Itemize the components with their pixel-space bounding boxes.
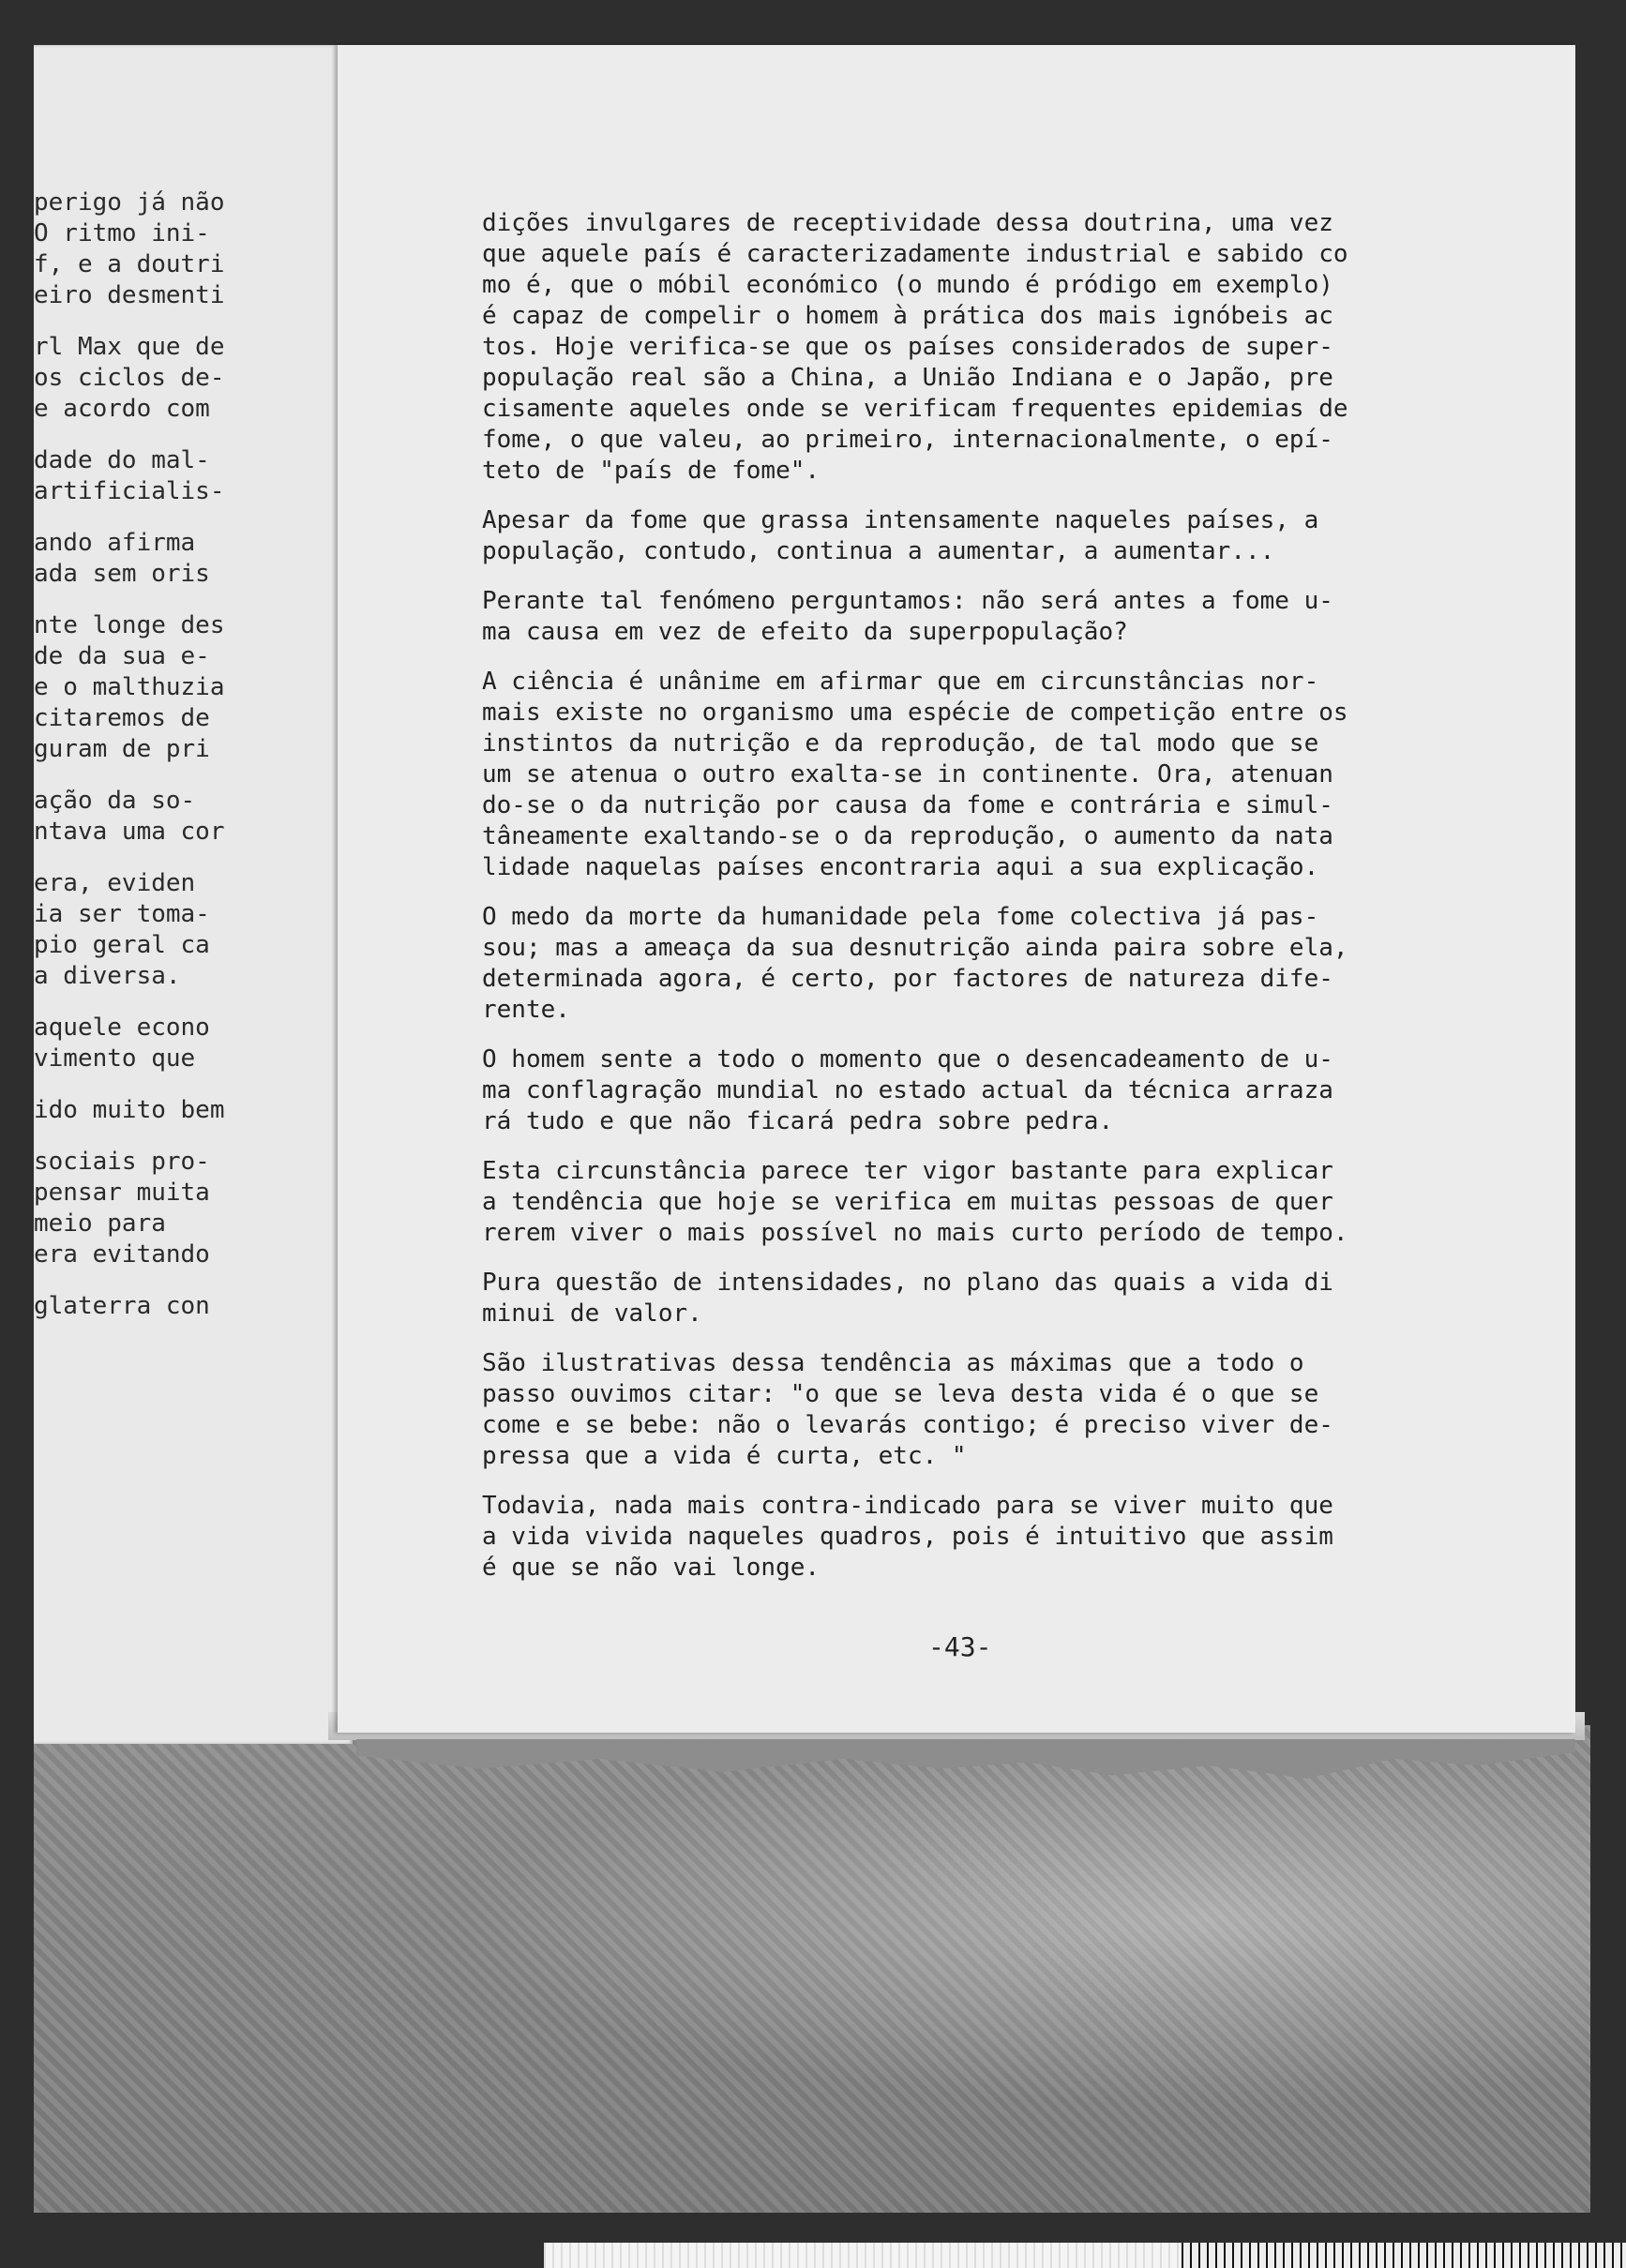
text-line: ma causa em vez de efeito da superpopulação?	[482, 618, 1128, 646]
paragraph	[482, 586, 1485, 648]
text-line: rl Max que de	[34, 333, 225, 361]
text-line: fome, o que valeu, ao primeiro, internacionalmente, o epí-	[482, 426, 1333, 454]
paragraph	[482, 1348, 1485, 1472]
back-page-fragment	[34, 868, 249, 992]
back-page-fragment	[34, 1291, 249, 1322]
body-text	[482, 208, 1485, 1602]
back-page-text	[34, 188, 249, 1343]
text-line: os ciclos de-	[34, 364, 225, 392]
text-line: determinada agora, é certo, por factores de natureza dife-	[482, 965, 1333, 993]
paragraph	[482, 208, 1485, 487]
text-line: população real são a China, a União Indiana e o Japão, pre	[482, 364, 1333, 392]
back-page-fragment	[34, 332, 249, 425]
text-line: aquele econo	[34, 1014, 210, 1042]
paragraph	[482, 1156, 1485, 1249]
text-line: ando afirma	[34, 529, 196, 557]
text-line: era evitando	[34, 1240, 210, 1269]
text-line: pensar muita	[34, 1179, 210, 1207]
text-line: dições invulgares de receptividade dessa doutrina, uma vez	[482, 209, 1333, 237]
text-line: pressa que a vida é curta, etc. "	[482, 1442, 967, 1470]
paragraph	[482, 1044, 1485, 1137]
paragraph	[482, 667, 1485, 883]
text-line: come e se bebe: não o levarás contigo; é preciso viver de-	[482, 1411, 1333, 1439]
text-line: ação da so-	[34, 787, 196, 815]
text-line: sou; mas a ameaça da sua desnutrição ainda paira sobre ela,	[482, 934, 1348, 962]
text-line: Apesar da fome que grassa intensamente naqueles países, a	[482, 506, 1319, 534]
cloth-background	[34, 1725, 1590, 2213]
text-line: a diversa.	[34, 962, 181, 990]
back-page-fragment	[34, 610, 249, 765]
text-line: glaterra con	[34, 1292, 210, 1320]
text-line: perigo já não	[34, 188, 225, 217]
text-line: passo ouvimos citar: "o que se leva desta vida é o que se	[482, 1380, 1319, 1408]
back-page-fragment	[34, 528, 249, 590]
text-line: O ritmo ini-	[34, 219, 210, 248]
text-line: rá tudo e que não ficará pedra sobre pedra.	[482, 1107, 1114, 1135]
scale-ruler-dark	[1182, 2243, 1626, 2268]
text-line: Todavia, nada mais contra-indicado para se viver muito que	[482, 1492, 1333, 1520]
text-line: população, contudo, continua a aumentar, a aumentar...	[482, 537, 1275, 565]
text-line: tos. Hoje verifica-se que os países considerados de super-	[482, 333, 1333, 361]
back-page-fragment	[34, 445, 249, 507]
text-line: A ciência é unânime em afirmar que em circunstâncias nor-	[482, 668, 1319, 696]
text-line: guram de pri	[34, 735, 210, 763]
text-line: citaremos de	[34, 704, 210, 732]
text-line: ada sem oris	[34, 560, 210, 588]
text-line: ido muito bem	[34, 1096, 225, 1124]
text-line: tâneamente exaltando-se o da reprodução, o aumento da nata	[482, 822, 1333, 850]
text-line: é que se não vai longe.	[482, 1554, 821, 1582]
back-page-fragment	[34, 1095, 249, 1126]
text-line: lidade naquelas países encontraria aqui a sua explicação.	[482, 853, 1319, 881]
back-page-fragment	[34, 188, 249, 311]
back-page-fragment	[34, 1013, 249, 1074]
text-line: ma conflagração mundial no estado actual da técnica arraza	[482, 1076, 1333, 1104]
text-line: eiro desmenti	[34, 281, 225, 309]
text-line: e o malthuzia	[34, 673, 225, 701]
text-line: que aquele país é caracterizadamente industrial e sabido co	[482, 240, 1348, 268]
text-line: Pura questão de intensidades, no plano das quais a vida di	[482, 1269, 1333, 1297]
text-line: a tendência que hoje se verifica em muitas pessoas de quer	[482, 1188, 1333, 1216]
text-line: meio para	[34, 1209, 166, 1238]
text-line: Perante tal fenómeno perguntamos: não será antes a fome u-	[482, 587, 1333, 615]
paragraph	[482, 505, 1485, 567]
text-line: um se atenua o outro exalta-se in continente. Ora, atenuan	[482, 760, 1333, 789]
text-line: rente.	[482, 996, 570, 1024]
page-number: -43-	[928, 1631, 992, 1662]
text-line: minui de valor.	[482, 1299, 702, 1328]
text-line: cisamente aqueles onde se verificam frequentes epidemias de	[482, 395, 1348, 423]
paragraph	[482, 1491, 1485, 1584]
text-line: mais existe no organismo uma espécie de competição entre os	[482, 698, 1348, 727]
back-page-fragment	[34, 1147, 249, 1270]
text-line: teto de "país de fome".	[482, 457, 821, 485]
back-page-fragment	[34, 786, 249, 848]
text-line: nte longe des	[34, 611, 225, 639]
text-line: f, e a doutri	[34, 250, 225, 278]
text-line: instintos da nutrição e da reprodução, de tal modo que se	[482, 729, 1319, 758]
text-line: sociais pro-	[34, 1148, 210, 1176]
text-line: pio geral ca	[34, 931, 210, 959]
paragraph	[482, 902, 1485, 1026]
text-line: a vida vivida naqueles quadros, pois é intuitivo que assim	[482, 1523, 1333, 1551]
text-line: dade do mal-	[34, 446, 210, 474]
text-line: rerem viver o mais possível no mais curto período de tempo.	[482, 1219, 1348, 1247]
text-line: artificialis-	[34, 477, 225, 505]
text-line: de da sua e-	[34, 642, 210, 670]
text-line: é capaz de compelir o homem à prática dos mais ignóbeis ac	[482, 302, 1333, 330]
text-line: São ilustrativas dessa tendência as máximas que a todo o	[482, 1349, 1304, 1377]
text-line: do-se o da nutrição por causa da fome e contrária e simul-	[482, 791, 1333, 819]
text-line: ia ser toma-	[34, 900, 210, 928]
paragraph	[482, 1268, 1485, 1329]
text-line: Esta circunstância parece ter vigor bastante para explicar	[482, 1157, 1333, 1185]
text-line: O homem sente a todo o momento que o desencadeamento de u-	[482, 1045, 1333, 1074]
text-line: O medo da morte da humanidade pela fome colectiva já pas-	[482, 903, 1319, 931]
text-line: vimento que	[34, 1044, 196, 1073]
text-line: e acordo com	[34, 395, 210, 423]
text-line: era, eviden	[34, 869, 196, 897]
text-line: mo é, que o móbil económico (o mundo é pródigo em exemplo)	[482, 271, 1333, 299]
text-line: ntava uma cor	[34, 818, 225, 846]
